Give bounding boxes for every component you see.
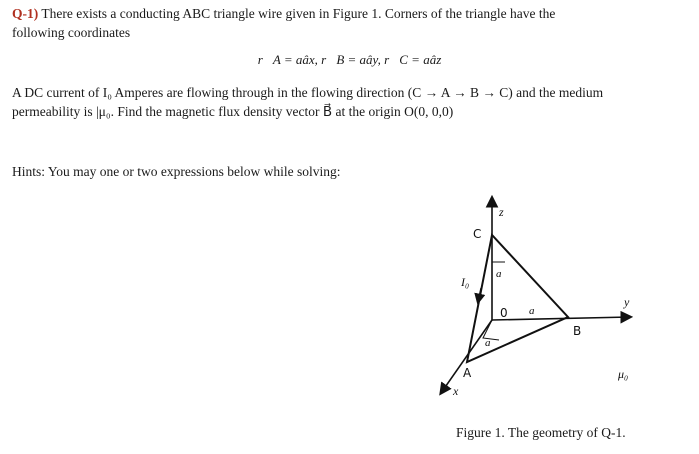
x-axis [441, 320, 492, 393]
y-label: y [624, 295, 630, 309]
origin-label: 0 [500, 306, 508, 320]
coordinates-equation: r⃗A = aâx, r⃗B = aây, r⃗C = aâz [257, 52, 442, 67]
current-label: I₀ [461, 275, 470, 289]
triangle-wire [467, 235, 568, 362]
question-intro [12, 4, 692, 23]
question-number: Q-1) [12, 6, 39, 21]
mu-label: μ₀ [618, 367, 629, 381]
a-y-label: a [529, 305, 535, 317]
figure-caption: Figure 1. The geometry of Q-1. [456, 425, 626, 440]
z-label: z [499, 205, 504, 219]
a-x-label: a [485, 337, 491, 349]
intro-line-1: There exists a conducting ABC triangle wire given in Figure 1. Corners of the triangle have the [41, 6, 556, 21]
corner-a-label: A [463, 366, 472, 380]
current-line-2: permeability is |μ₀. Find the magnetic flux density vector B⃗ at the origin O(0, 0,0) [12, 104, 454, 119]
intro-line-2: following coordinates [12, 25, 131, 40]
hints-text: Hints: You may one or two expressions below while solving: [12, 164, 341, 179]
a-z-label: a [496, 268, 502, 280]
corner-c-label: C [473, 227, 482, 241]
current-line-1: A DC current of I₀ Amperes are flowing through in the flowing direction (C → A → B → C) and the medium [12, 85, 604, 100]
corner-b-label: B [573, 324, 582, 338]
triangle-figure [425, 190, 685, 420]
x-label: x [453, 384, 459, 398]
